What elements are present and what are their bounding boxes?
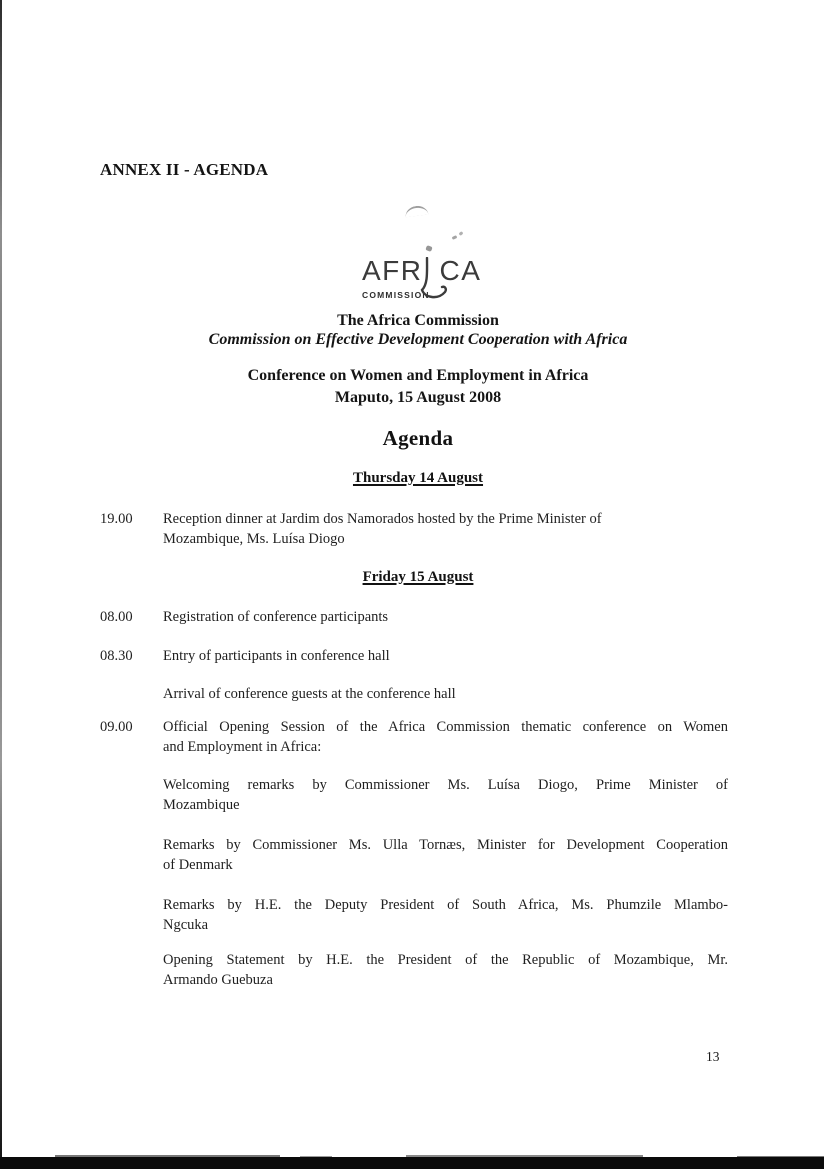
org-subtitle: Commission on Effective Development Cooperation with Africa <box>208 331 628 348</box>
logo-wordmark <box>362 256 492 288</box>
agenda-item-time: 08.30 <box>100 648 133 664</box>
logo-subtext: COMMISSION <box>362 290 430 300</box>
annex-title: ANNEX II - AGENDA <box>100 160 269 179</box>
agenda-item <box>100 951 728 990</box>
africa-commission-logo <box>362 256 492 300</box>
agenda-item-text: Entry of participants in conference hall <box>163 648 390 664</box>
agenda-item-text: Arrival of conference guests at the conference hall <box>163 686 456 702</box>
page-number: 13 <box>706 1049 720 1064</box>
conference-location-date: Maputo, 15 August 2008 <box>334 389 502 406</box>
agenda-item-text: Reception dinner at Jardim dos Namorados hosted by the Prime Minister of <box>163 511 602 527</box>
logo-ink-speck <box>459 231 464 236</box>
agenda-item-time: 08.00 <box>100 609 133 625</box>
agenda-item <box>100 718 728 757</box>
agenda-item <box>100 776 728 815</box>
agenda-item-text: Armando Guebuza <box>163 971 273 988</box>
agenda-heading: Agenda <box>382 426 454 450</box>
agenda-item-text: Remarks by H.E. the Deputy President of South Africa, Ms. Phumzile Mlambo- <box>163 897 728 913</box>
agenda-item <box>100 685 728 705</box>
logo-swoosh-mark <box>404 205 428 218</box>
agenda-item-time: 19.00 <box>100 511 133 527</box>
agenda-item-text: Official Opening Session of the Africa Commission thematic conference on Women <box>163 719 728 735</box>
agenda-item-text: Mozambique <box>163 796 240 813</box>
agenda-item-time: 09.00 <box>100 719 133 735</box>
org-name: The Africa Commission <box>337 312 499 329</box>
agenda-item-text: Remarks by Commissioner Ms. Ulla Tornæs, Minister for Development Cooperation <box>163 837 728 853</box>
logo-trunk-icon <box>418 257 460 303</box>
agenda-item <box>100 608 728 628</box>
scan-bottom-bar <box>0 1157 824 1169</box>
day-heading-friday: Friday 15 August <box>362 569 474 585</box>
day-heading-thursday: Thursday 14 August <box>352 470 484 486</box>
agenda-item-text: Welcoming remarks by Commissioner Ms. Luísa Diogo, Prime Minister of <box>163 777 728 793</box>
logo-ink-speck <box>425 245 432 252</box>
agenda-item-text: of Denmark <box>163 856 233 873</box>
agenda-item <box>100 836 728 875</box>
agenda-item <box>100 647 728 667</box>
conference-title: Conference on Women and Employment in Africa <box>247 367 589 384</box>
agenda-item-text: Opening Statement by H.E. the President of the Republic of Mozambique, Mr. <box>163 952 728 968</box>
agenda-item <box>100 510 728 549</box>
scan-edge-line <box>0 0 2 1169</box>
agenda-item-text: Registration of conference participants <box>163 609 389 625</box>
agenda-item-text: Mozambique, Ms. Luísa Diogo <box>163 530 345 547</box>
logo-text-left: AFR <box>362 255 423 286</box>
agenda-item <box>100 896 728 935</box>
agenda-item-text: Ngcuka <box>163 916 209 933</box>
agenda-item-text: and Employment in Africa: <box>163 738 322 755</box>
logo-text-right: CA <box>439 255 482 286</box>
logo-ink-speck <box>452 235 458 240</box>
